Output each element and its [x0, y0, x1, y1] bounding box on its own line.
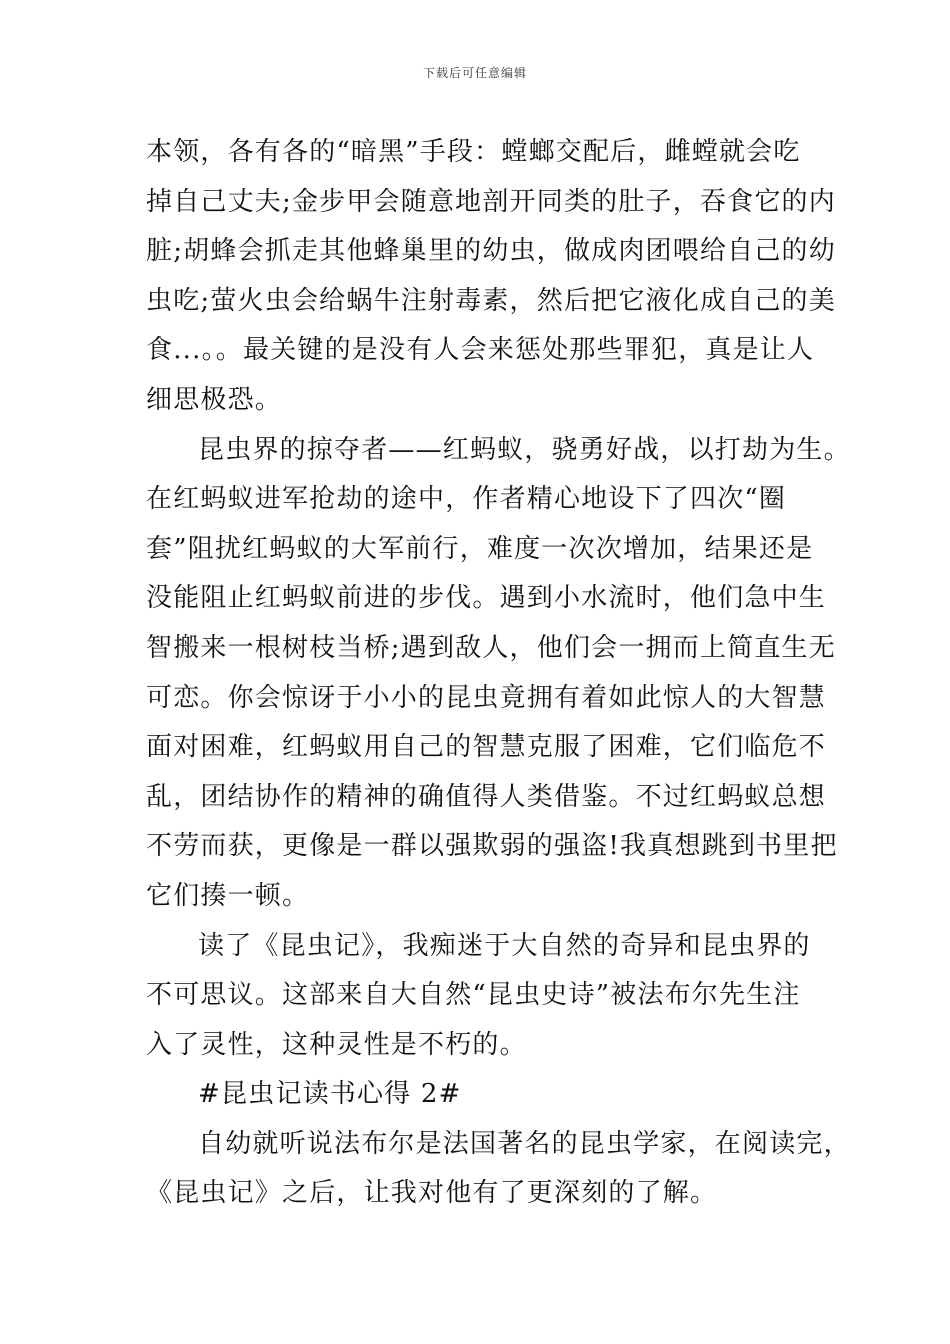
text-line: 在红蚂蚁进军抢劫的途中，作者精心地设下了四次“圈	[146, 484, 787, 515]
text-line: 掉自己丈夫;金步甲会随意地剖开同类的肚子，吞食它的内	[146, 186, 836, 217]
text-line: 它们揍一顿。	[146, 880, 310, 911]
text-line: 脏;胡蜂会抓走其他蜂巢里的幼虫，做成肉团喂给自己的幼	[146, 236, 836, 267]
text-line: 不可思议。这部来自大自然“昆虫史诗”被法布尔先生注	[146, 980, 801, 1011]
paragraph-start-line: 读了《昆虫记》，我痴迷于大自然的奇异和昆虫界的	[198, 930, 811, 961]
paragraph-start-line: 自幼就听说法布尔是法国著名的昆虫学家，在阅读完，	[198, 1128, 851, 1159]
text-line: 乱，团结协作的精神的确值得人类借鉴。不过红蚂蚁总想	[146, 781, 827, 812]
paragraph-start-line: 昆虫界的掠夺者——红蚂蚁，骁勇好战，以打劫为生。	[198, 434, 851, 465]
text-line: 虫吃;萤火虫会给蜗牛注射毒素，然后把它液化成自己的美	[146, 285, 836, 316]
text-line: 面对困难，红蚂蚁用自己的智慧克服了困难，它们临危不	[146, 732, 827, 763]
body-text	[146, 128, 851, 1219]
text-line: 食...。。最关键的是没有人会来惩处那些罪犯，真是让人	[146, 335, 815, 366]
text-line: 《昆虫记》之后，让我对他有了更深刻的了解。	[146, 1178, 718, 1209]
text-line: 入了灵性，这种灵性是不朽的。	[146, 1029, 527, 1060]
text-line: 套”阻扰红蚂蚁的大军前行，难度一次次增加，结果还是	[146, 533, 814, 564]
text-line: 可恋。你会惊讶于小小的昆虫竟拥有着如此惊人的大智慧	[146, 682, 827, 713]
text-line: 不劳而获，更像是一群以强欺弱的强盗!我真想跳到书里把	[146, 831, 838, 862]
text-line: 没能阻止红蚂蚁前进的步伐。遇到小水流时，他们急中生	[146, 583, 827, 614]
section-heading: #昆虫记读书心得 2#	[198, 1079, 462, 1110]
header-note: 下载后可任意编辑	[422, 66, 527, 80]
text-line: 细思极恐。	[146, 384, 283, 415]
text-line: 智搬来一根树枝当桥;遇到敌人，他们会一拥而上简直生无	[146, 632, 836, 663]
text-line: 本领，各有各的“暗黑”手段：螳螂交配后，雌螳就会吃	[146, 137, 801, 167]
